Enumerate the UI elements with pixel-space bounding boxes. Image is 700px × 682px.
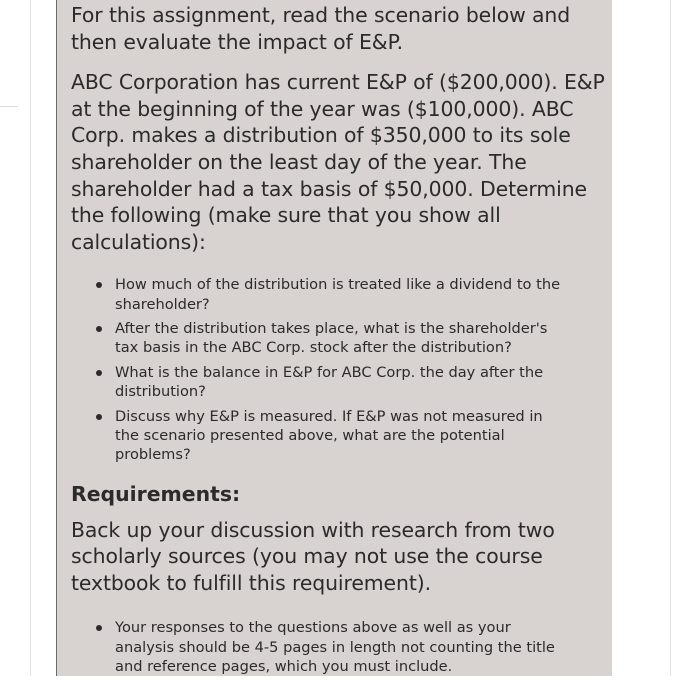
requirements-list (71, 618, 606, 676)
bullet-icon (96, 414, 102, 420)
scenario-paragraph: ABC Corporation has current E&P of ($200,000). E&P at the beginning of the year was ($100,000). ABC Corp. makes a distribution of $350,000 to its sole shareholder on the least day of the year. The shareholder had a tax basis of $50,000. Determine the following (make sure that you show all calculations): (71, 70, 605, 254)
question-text: What is the balance in E&P for ABC Corp. the day after the distribution? (115, 364, 544, 401)
list-item (71, 319, 606, 357)
assignment-content (71, 2, 606, 682)
page-border-right (670, 0, 671, 676)
requirement-text: Your responses to the questions above as well as your analysis should be 4-5 pages in length not counting the title and reference pages, which you must include. (115, 619, 555, 675)
requirements-paragraph: Back up your discussion with research from two scholarly sources (you may not use the course textbook to fulfill this requirement). (71, 517, 555, 595)
bullet-icon (96, 625, 102, 631)
list-item (71, 275, 606, 313)
page-border-left (30, 0, 31, 676)
list-item (71, 363, 606, 401)
list-item (71, 618, 606, 676)
bullet-icon (96, 326, 102, 332)
list-item (71, 407, 606, 465)
bullet-icon (96, 370, 102, 376)
questions-list (71, 275, 606, 464)
requirements-heading: Requirements: (71, 481, 241, 506)
left-divider (0, 106, 18, 107)
intro-paragraph: For this assignment, read the scenario below and then evaluate the impact of E&P. (71, 3, 571, 54)
question-text: After the distribution takes place, what is the shareholder's tax basis in the ABC Corp. stock after the distribution? (115, 320, 548, 357)
bullet-icon (96, 282, 102, 288)
question-text: Discuss why E&P is measured. If E&P was not measured in the scenario presented above, what are the potential problems? (115, 408, 543, 464)
question-text: How much of the distribution is treated like a dividend to the shareholder? (115, 276, 561, 313)
